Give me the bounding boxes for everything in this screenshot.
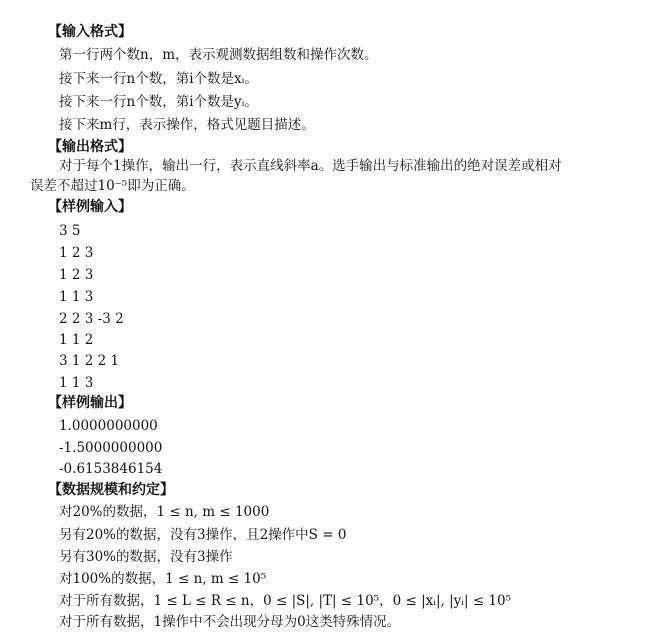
constraint-line: 对100%的数据，1 ≤ n, m ≤ 10⁵ [59,571,267,587]
constraint-line: 对20%的数据，1 ≤ n, m ≤ 1000 [59,504,270,520]
constraint-line: 另有20%的数据，没有3操作，且2操作中S = 0 [59,527,347,543]
sample-input-line: 1 2 3 [59,245,94,261]
sample-input-line: 1 2 3 [59,267,94,283]
sample-input-line: 1 1 2 [59,332,94,348]
constraints-heading: 【数据规模和约定】 [48,482,174,498]
output-format-heading: 【输出格式】 [48,139,132,155]
input-format-line: 接下来一行n个数，第i个数是xᵢ。 [59,71,258,87]
sample-input-line: 1 1 3 [59,375,94,391]
input-format-line: 接下来一行n个数，第i个数是yᵢ。 [59,94,258,110]
sample-input-line: 3 1 2 2 1 [59,353,120,369]
input-format-line: 第一行两个数n，m，表示观测数据组数和操作次数。 [59,47,378,63]
input-format-line: 接下来m行，表示操作，格式见题目描述。 [59,117,315,133]
sample-output-line: 1.0000000000 [59,418,158,434]
constraint-line: 对于所有数据，1操作中不会出现分母为0这类特殊情况。 [59,614,401,630]
sample-input-heading: 【样例输入】 [48,199,132,215]
sample-input-line: 1 1 3 [59,289,94,305]
sample-input-line: 2 2 3 -3 2 [59,311,124,327]
output-format-line: 对于每个1操作，输出一行，表示直线斜率a。选手输出与标准输出的绝对误差或相对 [59,158,562,174]
constraint-line: 另有30%的数据，没有3操作 [59,549,233,565]
sample-output-line: -1.5000000000 [59,440,163,456]
sample-output-line: -0.6153846154 [59,461,163,477]
sample-input-line: 3 5 [59,223,81,239]
input-format-heading: 【输入格式】 [48,24,132,40]
constraint-line: 对于所有数据，1 ≤ L ≤ R ≤ n，0 ≤ |S|, |T| ≤ 10⁵，0 ≤ |xᵢ|, |yᵢ| ≤ 10⁵ [59,593,512,609]
output-format-line: 误差不超过10⁻⁵即为正确。 [30,178,195,194]
sample-output-heading: 【样例输出】 [48,395,132,411]
